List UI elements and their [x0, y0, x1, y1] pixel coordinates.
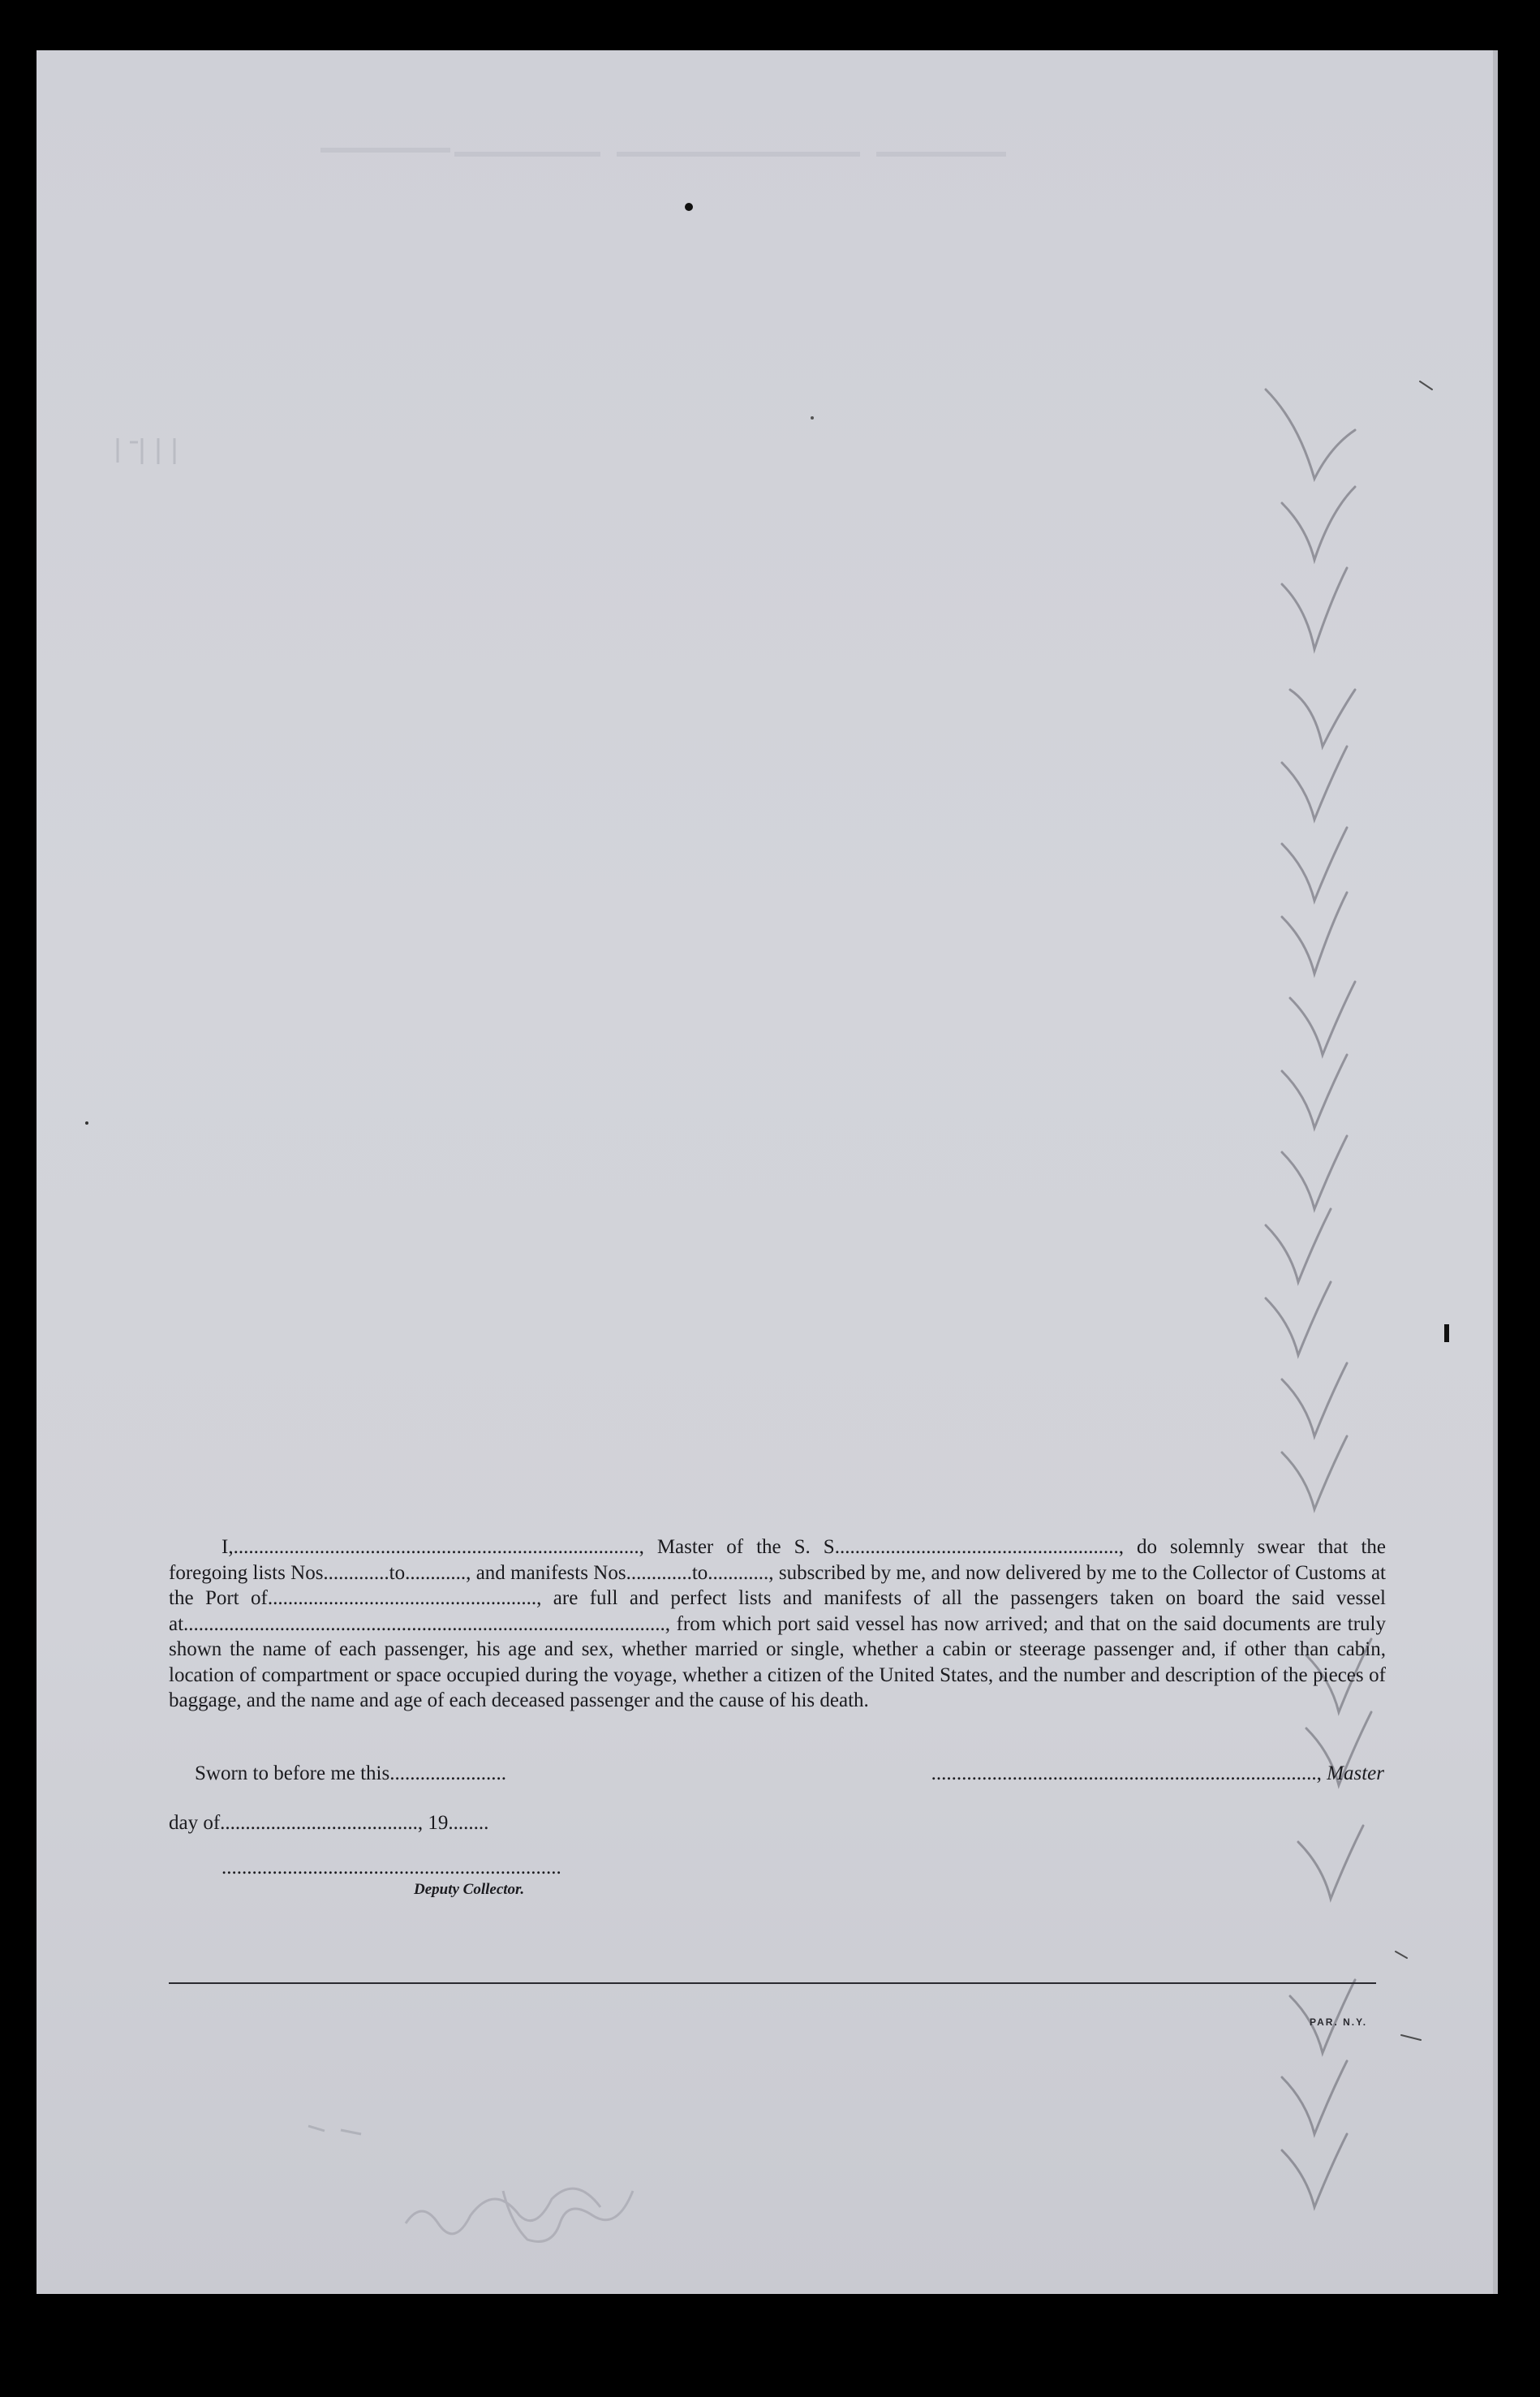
- deputy-collector-label: Deputy Collector.: [414, 1881, 525, 1898]
- master-label: Master: [1327, 1762, 1384, 1784]
- horizontal-rule: [169, 1982, 1376, 1984]
- master-oath-declaration: [169, 1534, 1386, 1714]
- master-signature-line: [884, 1762, 1384, 1785]
- sworn-before-line: Sworn to before me this.......................: [195, 1762, 506, 1784]
- day-of-line: day of......................................., 19........: [169, 1812, 489, 1834]
- page-edge: [1493, 50, 1498, 2294]
- document-page: [37, 50, 1493, 2294]
- master-signature-dots: ............................................................................,: [931, 1762, 1322, 1784]
- printer-mark: PAR. N.Y.: [1310, 2016, 1368, 2028]
- declaration-text: I,................................................................................, Master of the S. S........................................................, do solemnly swear that the foregoing lists Nos.............to............, and manifests Nos.............to............, subscribed by me, and now delivered by me to the Collector of Customs at the Port of....................................................., are full and perfect lists and manifests of all the passengers taken on board the said vessel at..............................................................................................., from which port said vessel has now arrived; and that on the said documents are truly shown the name of each passenger, his age and sex, whether married or single, whether a cabin or steerage passenger and, if other than cabin, location of compartment or space occupied during the voyage, whether a citizen of the United States, and the number and description of the pieces of baggage, and the name and age of each deceased passenger and the cause of his death.: [169, 1536, 1386, 1711]
- deputy-signature-dots: ...................................................................: [222, 1857, 561, 1878]
